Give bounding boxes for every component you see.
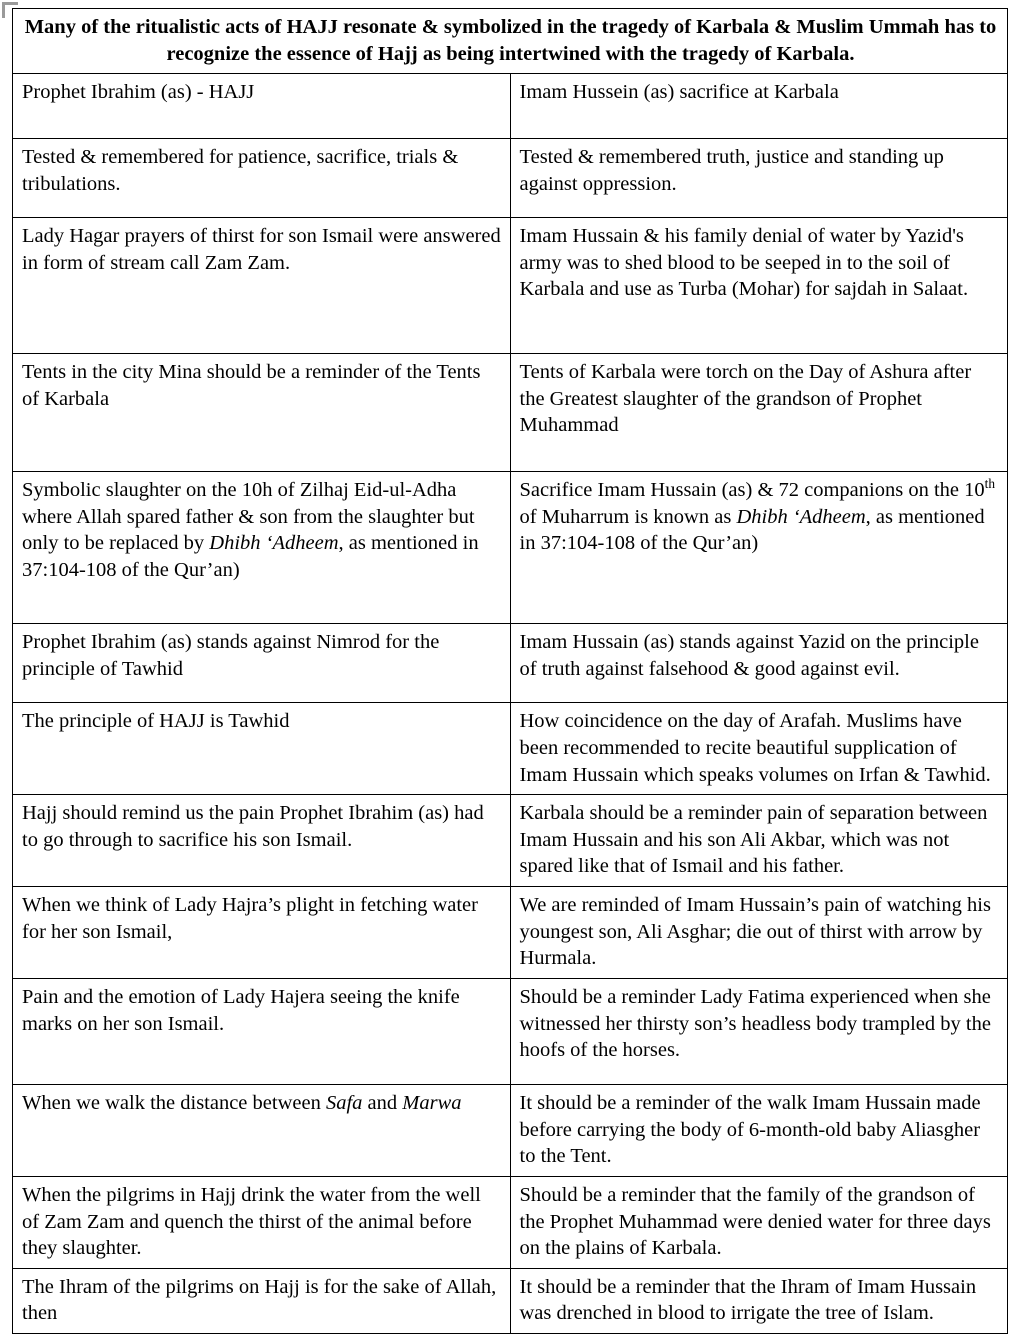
cell-spacer	[22, 412, 502, 438]
table-row	[13, 1084, 1008, 1176]
table-row	[13, 703, 1008, 795]
cell-text-italic: Dhibh ‘Adheem	[209, 532, 339, 555]
cell-spacer	[22, 1037, 502, 1063]
cell-right	[510, 218, 1008, 354]
cell-right	[510, 795, 1008, 887]
cell-text: Imam Hussain (as) stands against Yazid on the principle of truth against falsehood & good against evil.	[519, 630, 979, 680]
table-row	[13, 1176, 1008, 1268]
cell-spacer	[520, 557, 1000, 617]
cell-text-part: , as mentioned in 37:104-108 of the Qur’an)	[519, 505, 985, 555]
cell-right	[510, 472, 1008, 624]
cell-right	[510, 1176, 1008, 1268]
cell-spacer	[22, 1117, 502, 1131]
cell-left	[13, 218, 511, 354]
cell-text-part: and	[362, 1091, 403, 1114]
cell-text: Tents in the city Mina should be a reminder of the Tents of Karbala	[22, 361, 481, 410]
cell-text-part: When we walk the distance between	[22, 1091, 326, 1114]
cell-text: The principle of HAJJ is Tawhid	[22, 710, 290, 733]
table-row	[13, 795, 1008, 887]
cell-text: Hajj should remind us the pain Prophet Ibrahim (as) had to go through to sacrifice his son Ismail.	[22, 802, 484, 851]
cell-right	[510, 1268, 1008, 1333]
cell-left	[13, 979, 511, 1085]
cell-text: The Ihram of the pilgrims on Hajj is for the sake of Allah, then	[22, 1275, 497, 1325]
table-row	[13, 218, 1008, 354]
cell-right	[510, 979, 1008, 1085]
cell-text: Tested & remembered for patience, sacrifice, trials & tribulations.	[22, 145, 459, 195]
cell-spacer	[520, 439, 1000, 465]
cell-text: Tested & remembered truth, justice and standing up against oppression.	[519, 145, 944, 195]
cell-spacer	[22, 584, 502, 598]
ordinal-suffix: th	[984, 476, 995, 492]
cell-left	[13, 795, 511, 887]
cell-text-part: , as mentioned in 37:104-108 of the Qur’an)	[22, 532, 479, 581]
cell-spacer	[22, 197, 502, 211]
cell-spacer	[22, 276, 502, 320]
cell-left	[13, 1268, 511, 1333]
cell-right	[510, 138, 1008, 217]
cell-left	[13, 138, 511, 217]
cell-text: When we think of Lady Hajra’s plight in fetching water for her son Ismail,	[22, 894, 478, 943]
cell-right	[510, 1084, 1008, 1176]
cell-text: Imam Hussain & his family denial of water by Yazid's army was to shed blood to be seeped in to the soil of Karbala and use as Turba (Mohar) for sajdah in Salaat.	[519, 225, 969, 301]
cell-left	[13, 887, 511, 979]
cell-text: How coincidence on the day of Arafah. Muslims have been recommended to recite beautiful supplication of Imam Hussain which speaks volumes on Irfan & Tawhid.	[519, 710, 991, 786]
cell-text: Pain and the emotion of Lady Hajera seeing the knife marks on her son Ismail.	[22, 986, 460, 1035]
cell-spacer	[520, 303, 1000, 347]
cell-right	[510, 623, 1008, 702]
cell-text-part: of Muharrum is known as	[519, 505, 737, 528]
header-label-right: Imam Hussein (as) sacrifice at Karbala	[519, 81, 839, 104]
cell-left	[13, 623, 511, 702]
table-row-header	[13, 74, 1008, 139]
cell-text: Karbala should be a reminder pain of separation between Imam Hussain and his son Ali Akbar, which was not spared like that of Ismail and his father.	[519, 802, 988, 878]
cell-text-italic: Marwa	[402, 1091, 462, 1114]
cell-text: Should be a reminder Lady Fatima experienced when she witnessed her thirsty son’s headless body trampled by the hoofs of the horses.	[519, 986, 991, 1062]
table-row	[13, 887, 1008, 979]
cell-spacer	[520, 682, 1000, 696]
cell-text-italic: Safa	[325, 1091, 363, 1114]
cell-spacer	[520, 106, 1000, 132]
cell-text-italic: Dhibh ‘Adheem	[736, 505, 866, 528]
header-cell-left	[13, 74, 511, 139]
table-row	[13, 472, 1008, 624]
hajj-karbala-comparison-table	[12, 8, 1008, 1334]
cell-text: Should be a reminder that the family of the grandson of the Prophet Muhammad were denied water for three days on the plains of Karbala.	[519, 1183, 991, 1260]
table-row	[13, 623, 1008, 702]
cell-text: We are reminded of Imam Hussain’s pain of watching his youngest son, Ali Asghar; die out of thirst with arrow by Hurmala.	[519, 894, 991, 970]
cell-spacer	[520, 1064, 1000, 1078]
cell-right	[510, 354, 1008, 472]
cell-text: Lady Hagar prayers of thirst for son Ismail were answered in form of stream call Zam Zam.	[22, 225, 501, 274]
cell-text: It should be a reminder that the Ihram of Imam Hussain was drenched in blood to irrigate the tree of Islam.	[519, 1275, 977, 1325]
cell-left	[13, 1176, 511, 1268]
cell-spacer	[520, 197, 1000, 211]
cell-text-part: Symbolic slaughter on the 10h of Zilhaj Eid-ul-Adha where Allah spared father & son from the slaughter but only to be replaced by	[22, 479, 475, 555]
header-cell-right	[510, 74, 1008, 139]
cell-left	[13, 703, 511, 795]
cell-text: It should be a reminder of the walk Imam Hussain made before carrying the body of 6-month-old baby Aliasgher to the Tent.	[519, 1091, 981, 1168]
cell-text: Prophet Ibrahim (as) stands against Nimrod for the principle of Tawhid	[22, 630, 440, 680]
cell-right	[510, 887, 1008, 979]
cell-spacer	[22, 682, 502, 696]
table-row	[13, 138, 1008, 217]
table-row	[13, 979, 1008, 1085]
cell-left	[13, 354, 511, 472]
cell-left	[13, 1084, 511, 1176]
table-row	[13, 1268, 1008, 1333]
cell-left	[13, 472, 511, 624]
table-title: Many of the ritualistic acts of HAJJ resonate & symbolized in the tragedy of Karbala & Muslim Ummah has to recognize the essence of Hajj as being intertwined with the tragedy of Karbala.	[13, 9, 1008, 74]
cell-spacer	[22, 106, 502, 132]
cell-text-part: Sacrifice Imam Hussain (as) & 72 companions on the 10	[519, 479, 985, 502]
cell-right	[510, 703, 1008, 795]
table-row-title	[13, 9, 1008, 74]
cell-spacer	[22, 945, 502, 959]
cell-text: When the pilgrims in Hajj drink the water from the well of Zam Zam and quench the thirst of the animal before they slaughter.	[22, 1183, 481, 1260]
header-label-left: Prophet Ibrahim (as) - HAJJ	[22, 81, 255, 104]
cell-text: Tents of Karbala were torch on the Day of Ashura after the Greatest slaughter of the grandson of Prophet Muhammad	[519, 361, 972, 437]
table-row	[13, 354, 1008, 472]
